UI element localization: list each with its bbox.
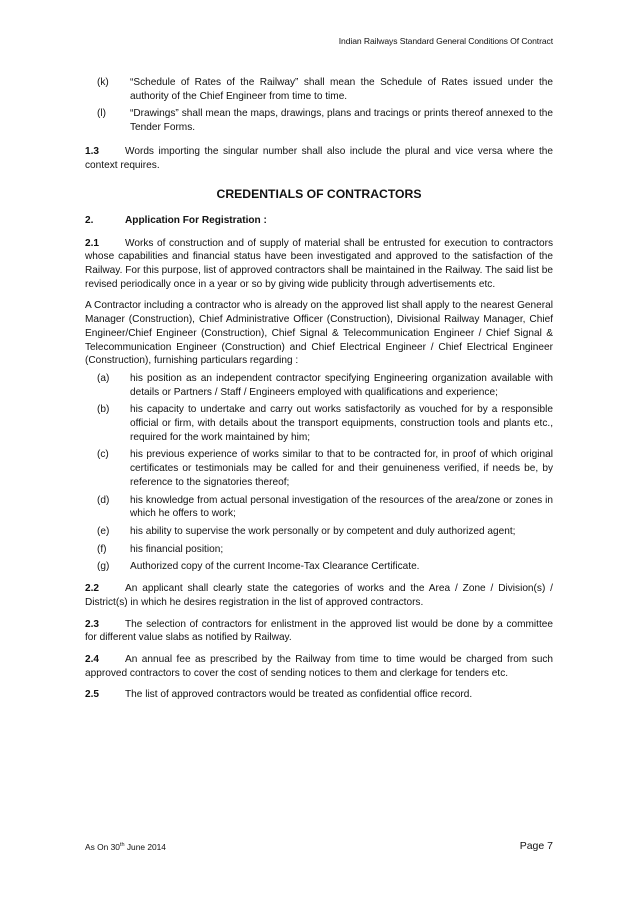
item-text: his financial position;	[130, 543, 224, 555]
clause-number: 1.3	[85, 145, 100, 157]
contractor-paragraph: A Contractor including a contractor who is already on the approved list shall apply to the nearest General Manager (Construction), Chief Administrative Officer (Construction), Divisional Railway Manager, Chief Engineer/Chief Engineer (Construction), Chief Signal & Telecommunication Engineer / Chief Signal & Telecommunication Engineer (Construction) and Chief Electrical Engineer / Chief Electrical Engineer (Construction), furnishing particulars regarding :	[85, 300, 553, 367]
clause-number: 2.	[85, 214, 94, 226]
item-text: his position as an independent contractor specifying Engineering organization available with details or Partners / Staff / Engineers employed with qualifications and experience;	[130, 372, 553, 398]
footer-date-superscript: th	[119, 842, 125, 849]
clause-text: The list of approved contractors would be treated as confidential office record.	[125, 689, 473, 701]
clause-2-3	[85, 618, 553, 645]
clause-number: 2.4	[85, 653, 100, 665]
clause-text: An annual fee as prescribed by the Railway from time to time would be charged from such approved contractors to cover the cost of sending notices to them and clerkage for tenders etc.	[85, 653, 553, 679]
clause-text: An applicant shall clearly state the categories of works and the Area / Zone / Division(s) / District(s) in which he desires registration in the list of approved contractors.	[85, 583, 553, 608]
footer-date	[85, 842, 166, 852]
page-number: Page 7	[519, 840, 553, 852]
item-label: (g)	[97, 561, 110, 573]
clause-title: Application For Registration :	[125, 214, 267, 226]
running-header: Indian Railways Standard General Conditions Of Contract	[338, 36, 553, 46]
section-heading: CREDENTIALS OF CONTRACTORS	[216, 187, 422, 202]
item-label: (b)	[97, 404, 110, 416]
definition-item-l	[85, 107, 553, 134]
clause-number: 2.2	[85, 583, 100, 595]
clause-2-1	[85, 237, 553, 292]
item-text: his knowledge from actual personal investigation of the resources of the area/zone or zones in which he offers to work;	[130, 494, 553, 520]
item-text: Authorized copy of the current Income-Tax Clearance Certificate.	[130, 561, 420, 573]
clause-number: 2.5	[85, 689, 100, 701]
particular-item	[85, 560, 553, 574]
particular-item	[85, 372, 553, 399]
item-text: “Schedule of Rates of the Railway” shall mean the Schedule of Rates issued under the authority of the Chief Engineer from time to time.	[130, 77, 553, 102]
item-text: his previous experience of works similar to that to be contracted for, in proof of which original certificates or testimonials may be called for and their genuineness verified, if needs be, by reference to the signatories thereof;	[130, 449, 553, 488]
footer-date-suffix: June 2014	[124, 842, 166, 852]
particular-item	[85, 525, 553, 539]
clause-2-heading	[85, 214, 553, 228]
item-label: (c)	[97, 449, 109, 461]
clause-text: Words importing the singular number shall also include the plural and vice versa where the context requires.	[85, 145, 553, 171]
particular-item	[85, 543, 553, 557]
clause-text: The selection of contractors for enlistment in the approved list would be done by a committee for different value slabs as notified by Railway.	[85, 618, 553, 644]
clause-2-4	[85, 653, 553, 680]
item-label: (a)	[97, 372, 110, 384]
item-text: his capacity to undertake and carry out works satisfactorily as vouched for by a responsible official or firm, with details about the transport equipments, construction tools and plants etc., required for the work maintained by him;	[130, 404, 553, 443]
page-body	[85, 76, 553, 710]
clause-1-3	[85, 145, 553, 172]
clause-text: Works of construction and of supply of material shall be entrusted for execution to contractors whose capabilities and financial status have been investigated and approved to the satisfaction of the Railway. For this purpose, list of approved contractors shall be maintained in the Railway. The said list be revised periodically once in a year or so by giving wide publicity through advertisements etc.	[85, 237, 553, 290]
item-label: (l)	[97, 108, 106, 120]
clause-2-5	[85, 688, 553, 702]
item-label: (f)	[97, 543, 107, 555]
clause-number: 2.1	[85, 237, 100, 249]
particulars-list	[85, 372, 553, 574]
item-text: “Drawings” shall mean the maps, drawings, plans and tracings or prints thereof annexed to the Tender Forms.	[130, 108, 553, 134]
definition-item-k	[85, 76, 553, 103]
footer-date-prefix: As On 30	[85, 842, 120, 852]
particular-item	[85, 403, 553, 444]
item-label: (k)	[97, 77, 109, 88]
item-label: (d)	[97, 494, 110, 506]
clause-number: 2.3	[85, 618, 100, 630]
particular-item	[85, 448, 553, 489]
particular-item	[85, 494, 553, 521]
item-text: his ability to supervise the work personally or by competent and duly authorized agent;	[130, 525, 516, 537]
item-label: (e)	[97, 525, 110, 537]
clause-2-2	[85, 582, 553, 609]
